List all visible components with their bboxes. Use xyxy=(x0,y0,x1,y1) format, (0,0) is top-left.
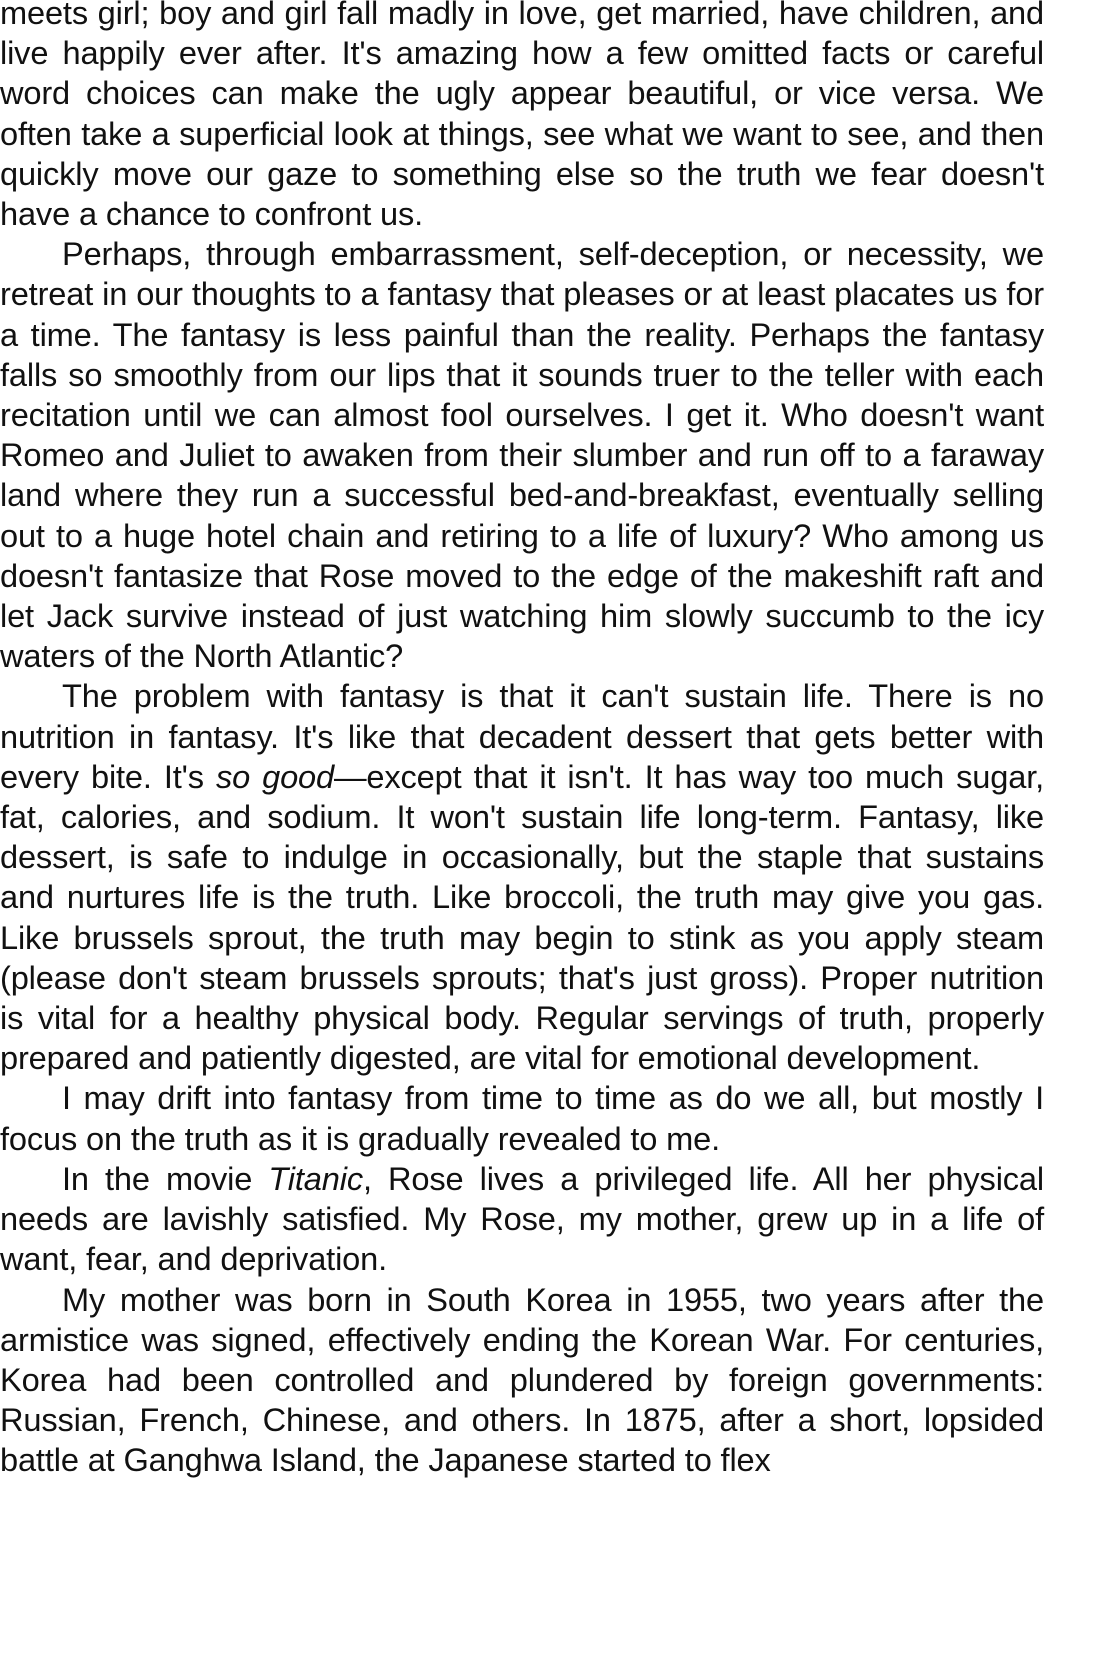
text-segment: In the movie xyxy=(62,1159,269,1197)
text-segment: The problem with fantasy is that it can't sustain life. There is no nutrition in fantasy. It's like that decadent dessert that gets better with every bite. It's xyxy=(0,677,1044,795)
text-segment: Perhaps, through embarrassment, self-deception, or necessity, we retreat in our thoughts to a fantasy that pleases or at least placates us for a time. The fantasy is less painful than the reality. Perhaps the fantasy falls so smoothly from our lips that it sounds truer to the teller with each recitation until we can almost fool ourselves. I get it. Who doesn't want Romeo and Juliet to awaken from their slumber and run off to a faraway land where they run a successful bed-and-breakfast, eventually selling out to a huge hotel chain and retiring to a life of luxury? Who among us doesn't fantasize that Rose moved to the edge of the makeshift raft and let Jack survive instead of just watching him slowly succumb to the icy waters of the North Atlantic? xyxy=(0,235,1044,675)
paragraph-5 xyxy=(0,1159,1044,1280)
italic-text-segment: Titanic xyxy=(268,1159,363,1197)
text-segment: —except that it isn't. It has way too much sugar, fat, calories, and sodium. It won't sustain life long-term. Fantasy, like dessert, is safe to indulge in occasionally, but the staple that sustains and nurtures life is the truth. Like broccoli, the truth may give you gas. Like brussels sprout, the truth may begin to stink as you apply steam (please don't steam brussels sprouts; that's just gross). Proper nutrition is vital for a healthy physical body. Regular servings of truth, properly prepared and patiently digested, are vital for emotional development. xyxy=(0,757,1044,1077)
paragraph-2 xyxy=(0,234,1044,676)
text-segment: meets girl; boy and girl fall madly in love, get married, have children, and live happily ever after. It's amazing how a few omitted facts or careful word choices can make the ugly appear beautiful, or vice versa. We often take a superficial look at things, see what we want to see, and then quickly move our gaze to something else so the truth we fear doesn't have a chance to confront us. xyxy=(0,0,1044,233)
text-segment: , Rose lives a privileged life. All her physical needs are lavishly satisfied. My Rose, my mother, grew up in a life of want, fear, and deprivation. xyxy=(0,1159,1044,1278)
text-segment: I may drift into fantasy from time to time as do we all, but mostly I focus on the truth as it is gradually revealed to me. xyxy=(0,1079,1044,1157)
text-segment: My mother was born in South Korea in 1955, two years after the armistice was signed, effectively ending the Korean War. For centuries, Korea had been controlled and plundered by foreign governments: Russian, French, Chinese, and others. In 1875, after a short, lopsided battle at Ganghwa Island, the Japanese started to flex xyxy=(0,1280,1044,1479)
paragraph-3 xyxy=(0,676,1044,1078)
paragraph-4 xyxy=(0,1078,1044,1158)
paragraph-1 xyxy=(0,0,1044,234)
paragraph-6 xyxy=(0,1280,1044,1481)
italic-text-segment: so good xyxy=(215,757,334,795)
